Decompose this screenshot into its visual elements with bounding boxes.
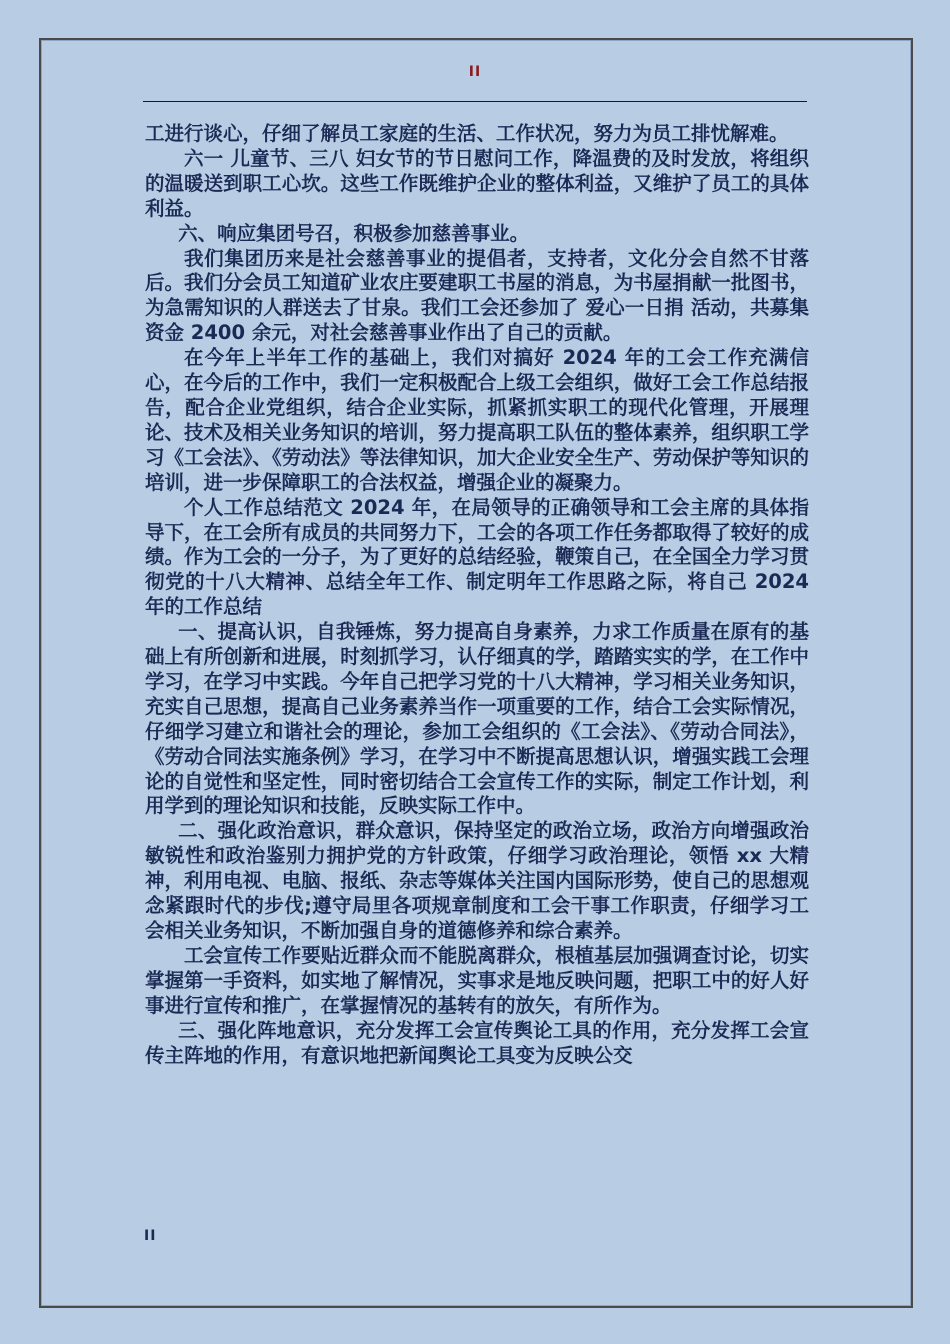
footer-page-mark: II [144,1228,157,1244]
header-page-mark: II [468,64,482,80]
header-rule [143,101,807,102]
paragraph: 一、提高认识，自我锤炼，努力提高自身素养，力求工作质量在原有的基础上有所创新和进展，时刻抓学习，认仔细真的学，踏踏实实的学，在工作中学习，在学习中实践。今年自己把学习党的十八大精神，学习相关业务知识，充实自己思想，提高自己业务素养当作一项重要的工作，结合工会实际情况，仔细学习建立和谐社会的理论，参加工会组织的《工会法》、《劳动合同法》，《劳动合同法实施条例》学习，在学习中不断提高思想认识，增强实践工会理论的自觉性和坚定性，同时密切结合工会宣传工作的实际，制定工作计划，利用学到的理论知识和技能，反映实际工作中。 [145,620,809,818]
paragraph: 三、强化阵地意识，充分发挥工会宣传舆论工具的作用，充分发挥工会宣传主阵地的作用，有意识地把新闻舆论工具变为反映公交 [145,1018,809,1067]
paragraph: 六一 儿童节、三八 妇女节的节日慰问工作，降温费的及时发放，将组织的温暖送到职工心坎。这些工作既维护企业的整体利益，又维护了员工的具体利益。 [145,146,809,220]
paragraph: 个人工作总结范文 2024 年，在局领导的正确领导和工会主席的具体指导下，在工会所有成员的共同努力下，工会的各项工作任务都取得了较好的成绩。作为工会的一分子，为了更好的总结经验，鞭策自己，在全国全力学习贯彻党的十八大精神、总结全年工作、制定明年工作思路之际，将自己 2024 年的工作总结 [145,495,809,619]
document-body [145,122,809,1068]
paragraph-heading: 六、响应集团号召，积极参加慈善事业。 [178,221,530,245]
paragraph: 二、强化政治意识，群众意识，保持坚定的政治立场，政治方向增强政治敏锐性和政治鉴别力拥护党的方针政策，仔细学习政治理论，领悟 xx 大精神，利用电视、电脑、报纸、杂志等媒体关注国内国际形势，使自己的思想观念紧跟时代的步伐;遵守局里各项规章制度和工会干事工作职责，仔细学习工会相关业务知识，不断加强自身的道德修养和综合素养。 [145,819,809,942]
paragraph: 工会宣传工作要贴近群众而不能脱离群众，根植基层加强调查讨论，切实掌握第一手资料，如实地了解情况，实事求是地反映问题，把职工中的好人好事进行宣传和推广，在掌握情况的基转有的放矢，有所作为。 [145,943,809,1017]
paragraph: 在今年上半年工作的基础上，我们对搞好 2024 年的工会工作充满信心，在今后的工作中，我们一定积极配合上级工会组织，做好工会工作总结报告，配合企业党组织，结合企业实际，抓紧抓实职工的现代化管理，开展理论、技术及相关业务知识的培训，努力提高职工队伍的整体素养，组织职工学习《工会法》、《劳动法》等法律知识，加大企业安全生产、劳动保护等知识的培训，进一步保障职工的合法权益，增强企业的凝聚力。 [145,346,809,494]
paragraph: 我们集团历来是社会慈善事业的提倡者，支持者，文化分会自然不甘落后。我们分会员工知道矿业农庄要建职工书屋的消息，为书屋捐献一批图书，为急需知识的人群送去了甘泉。我们工会还参加了 爱心一日捐 活动，共募集资金 2400 余元，对社会慈善事业作出了自己的贡献。 [145,246,809,345]
paragraph: 工进行谈心，仔细了解员工家庭的生活、工作状况，努力为员工排忧解难。 [145,122,789,145]
